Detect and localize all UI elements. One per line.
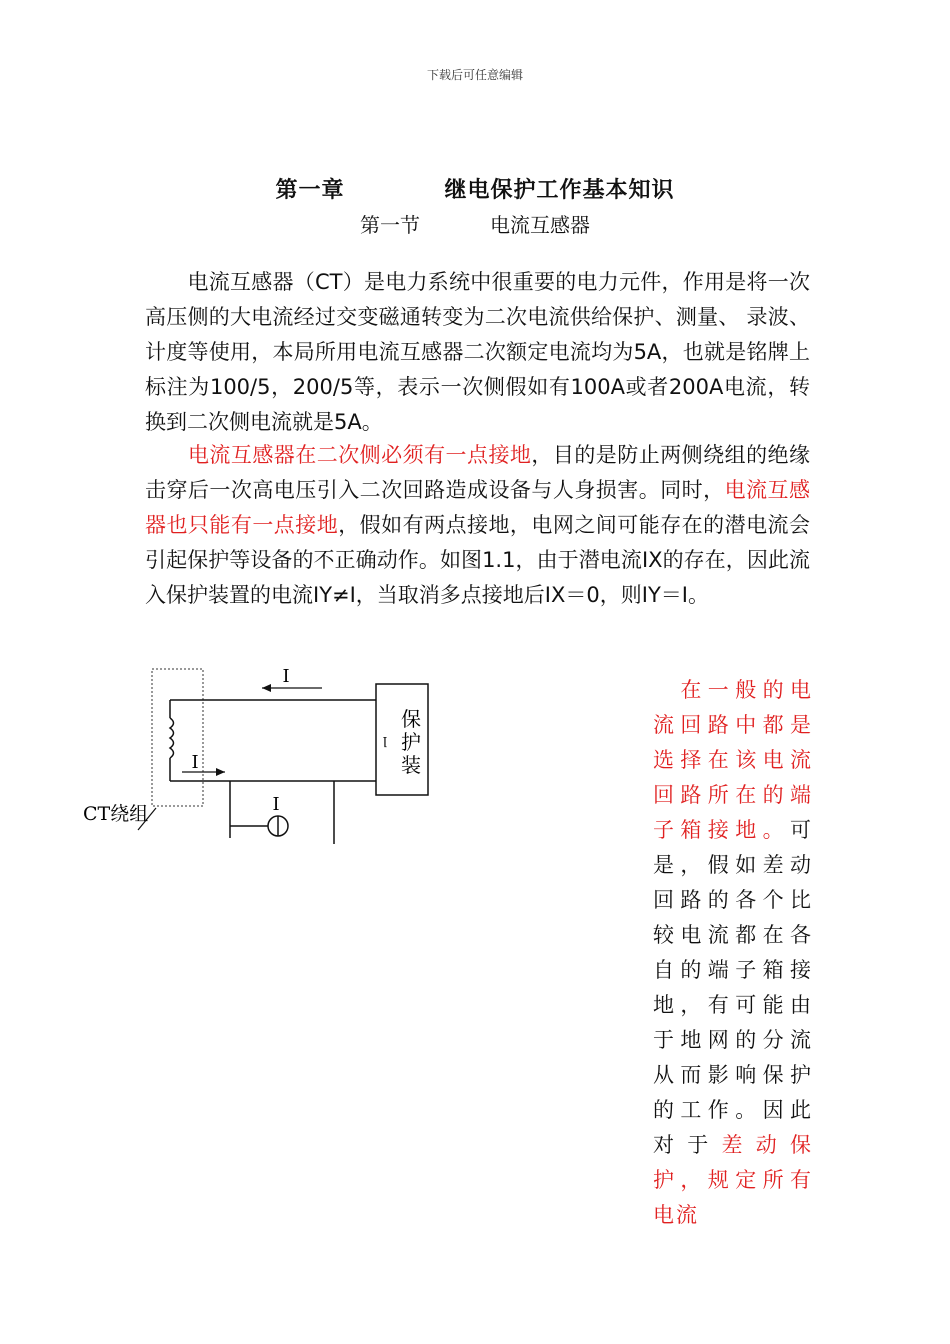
device-char-1: 保 — [401, 707, 421, 731]
label-i-left: I — [191, 752, 199, 773]
section-heading — [0, 209, 950, 238]
section-title: 电流互感器 — [490, 213, 590, 237]
top-arrow-head — [262, 684, 271, 692]
chapter-heading — [0, 173, 950, 204]
grounding-text-2: ，假如有两点接地，电网之间可能存在的潜电流会引起保护等设备的不正确动作。如图1.1，由于潜电流IX的存在，因此流入保护装置的电流IY≠I，当取消多点接地后IX＝0，则IY＝I。 — [145, 513, 811, 607]
paragraph-ct-intro: 电流互感器（CT）是电力系统中很重要的电力元件，作用是将一次高压侧的大电流经过交变磁通转变为二次电流供给保护、测量、 录波、 计度等使用，本局所用电流互感器二次额定电流均为5A，也就是铭牌上标注为100/5，200/5等，表示一次侧假如有100A或者200A电流，转换到二次侧电流就是5A。 — [145, 270, 810, 434]
chapter-title: 继电保护工作基本知识 — [444, 178, 675, 203]
device-char-2: 护 — [401, 730, 421, 754]
device-char-3: 装 — [401, 753, 421, 777]
section-number: 第一节 — [360, 213, 420, 237]
ct-winding-label: CT绕组 — [83, 803, 149, 825]
chapter-number: 第一章 — [275, 178, 345, 203]
grounding-text-1: ，目的是防止两侧绕组的绝缘击穿后一次高电压引入二次回路造成设备与人身损害。同时， — [145, 443, 811, 502]
left-arrow-head — [216, 768, 225, 776]
label-i-top: I — [282, 666, 290, 687]
side-highlight-2: 差动保护，规定所有电流 — [653, 1133, 813, 1227]
ct-coil — [170, 718, 174, 758]
sidebar-note — [653, 673, 813, 1233]
label-i-bottom: I — [272, 794, 280, 815]
ct-dotted-boundary — [152, 669, 203, 806]
device-small-mark: ꞁ — [382, 733, 388, 748]
highlight-single-ground: 电流互感器也只能有一点接地 — [145, 478, 811, 537]
side-text: 可是，假如差动回路的各个比较电流都在各自的端子箱接地，有可能由于地网的分流从而影响保护的工作。因此对于 — [653, 818, 813, 1157]
side-highlight-1: 在一般的电流回路中都是选择在该电流回路所在的端子箱接地。 — [653, 678, 813, 842]
page-header-note: 下载后可任意编辑 — [426, 68, 523, 82]
highlight-grounding-rule: 电流互感器在二次侧必须有一点接地 — [187, 443, 532, 467]
indent — [145, 443, 188, 467]
ct-grounding-diagram — [78, 662, 438, 852]
paragraph-grounding — [145, 438, 810, 613]
